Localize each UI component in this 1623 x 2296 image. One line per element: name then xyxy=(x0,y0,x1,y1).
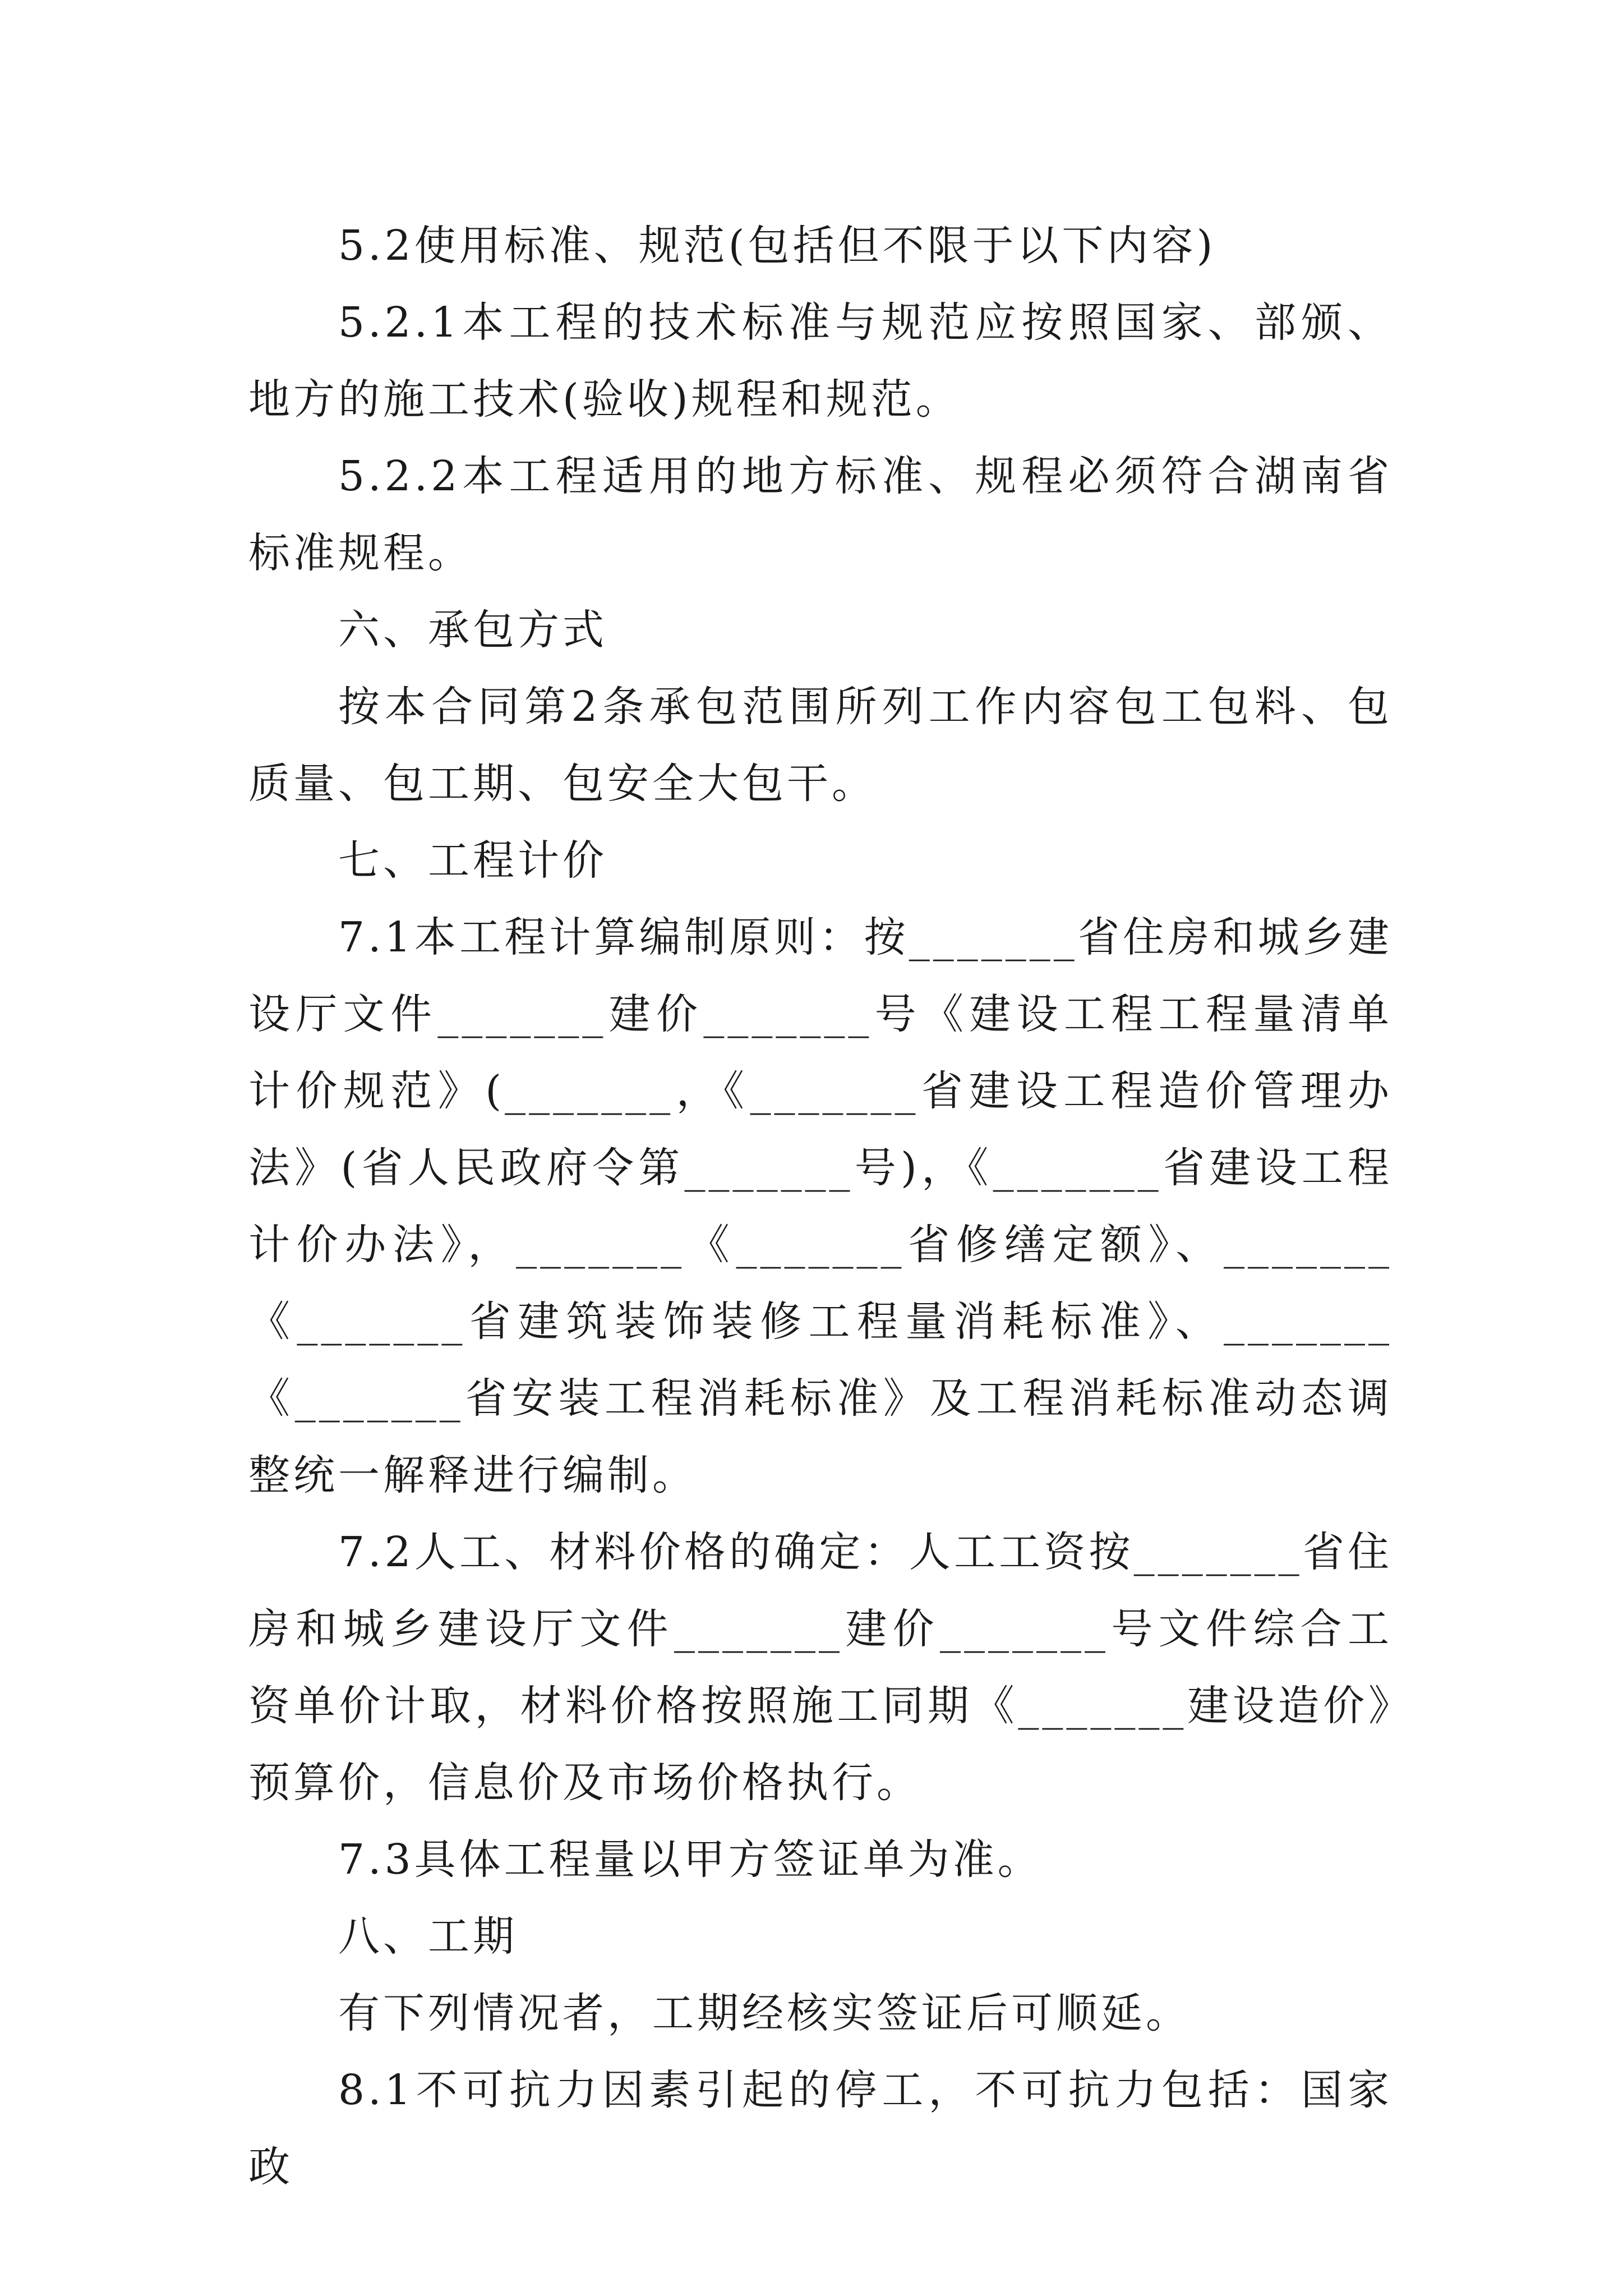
paragraph-section-6-body: 按本合同第2条承包范围所列工作内容包工包料、包质量、包工期、包安全大包干。 xyxy=(248,683,1393,808)
paragraph-5-2: 5.2使用标准、规范(包括但不限于以下内容) xyxy=(338,222,1216,270)
paragraph-7-1: 7.1本工程计算编制原则：按_______省住房和城乡建设厅文件_______建价_______号《建设工程工程量清单计价规范》(_______，《_______省建设工程造价管理办法》(省人民政府令第_______号)，《_______省建设工程计价办法》，_______《_______省修缮定额》、_______《_______省建筑装饰装修工程量消耗标准》、_______《_______省安装工程消耗标准》及工程消耗标准动态调整统一解释进行编制。 xyxy=(248,913,1393,1499)
document-body xyxy=(248,208,1393,2206)
heading-section-8: 八、工期 xyxy=(338,1912,518,1961)
paragraph-7-3: 7.3具体工程量以甲方签证单为准。 xyxy=(338,1835,1043,1884)
paragraph-5-2-2: 5.2.2本工程适用的地方标准、规程必须符合湖南省标准规程。 xyxy=(248,452,1393,577)
heading-section-6: 六、承包方式 xyxy=(338,606,607,654)
paragraph-7-2: 7.2人工、材料价格的确定：人工工资按_______省住房和城乡建设厅文件_______建价_______号文件综合工资单价计取，材料价格按照施工同期《_______建设造价》预算价，信息价及市场价格执行。 xyxy=(248,1528,1393,1807)
paragraph-8-1: 8.1不可抗力因素引起的停工，不可抗力包括：国家政 xyxy=(248,2066,1393,2191)
paragraph-section-8-intro: 有下列情况者，工期经核实签证后可顺延。 xyxy=(338,1989,1191,2037)
paragraph-5-2-1: 5.2.1本工程的技术标准与规范应按照国家、部颁、地方的施工技术(验收)规程和规范。 xyxy=(248,298,1393,424)
heading-section-7: 七、工程计价 xyxy=(338,836,607,885)
